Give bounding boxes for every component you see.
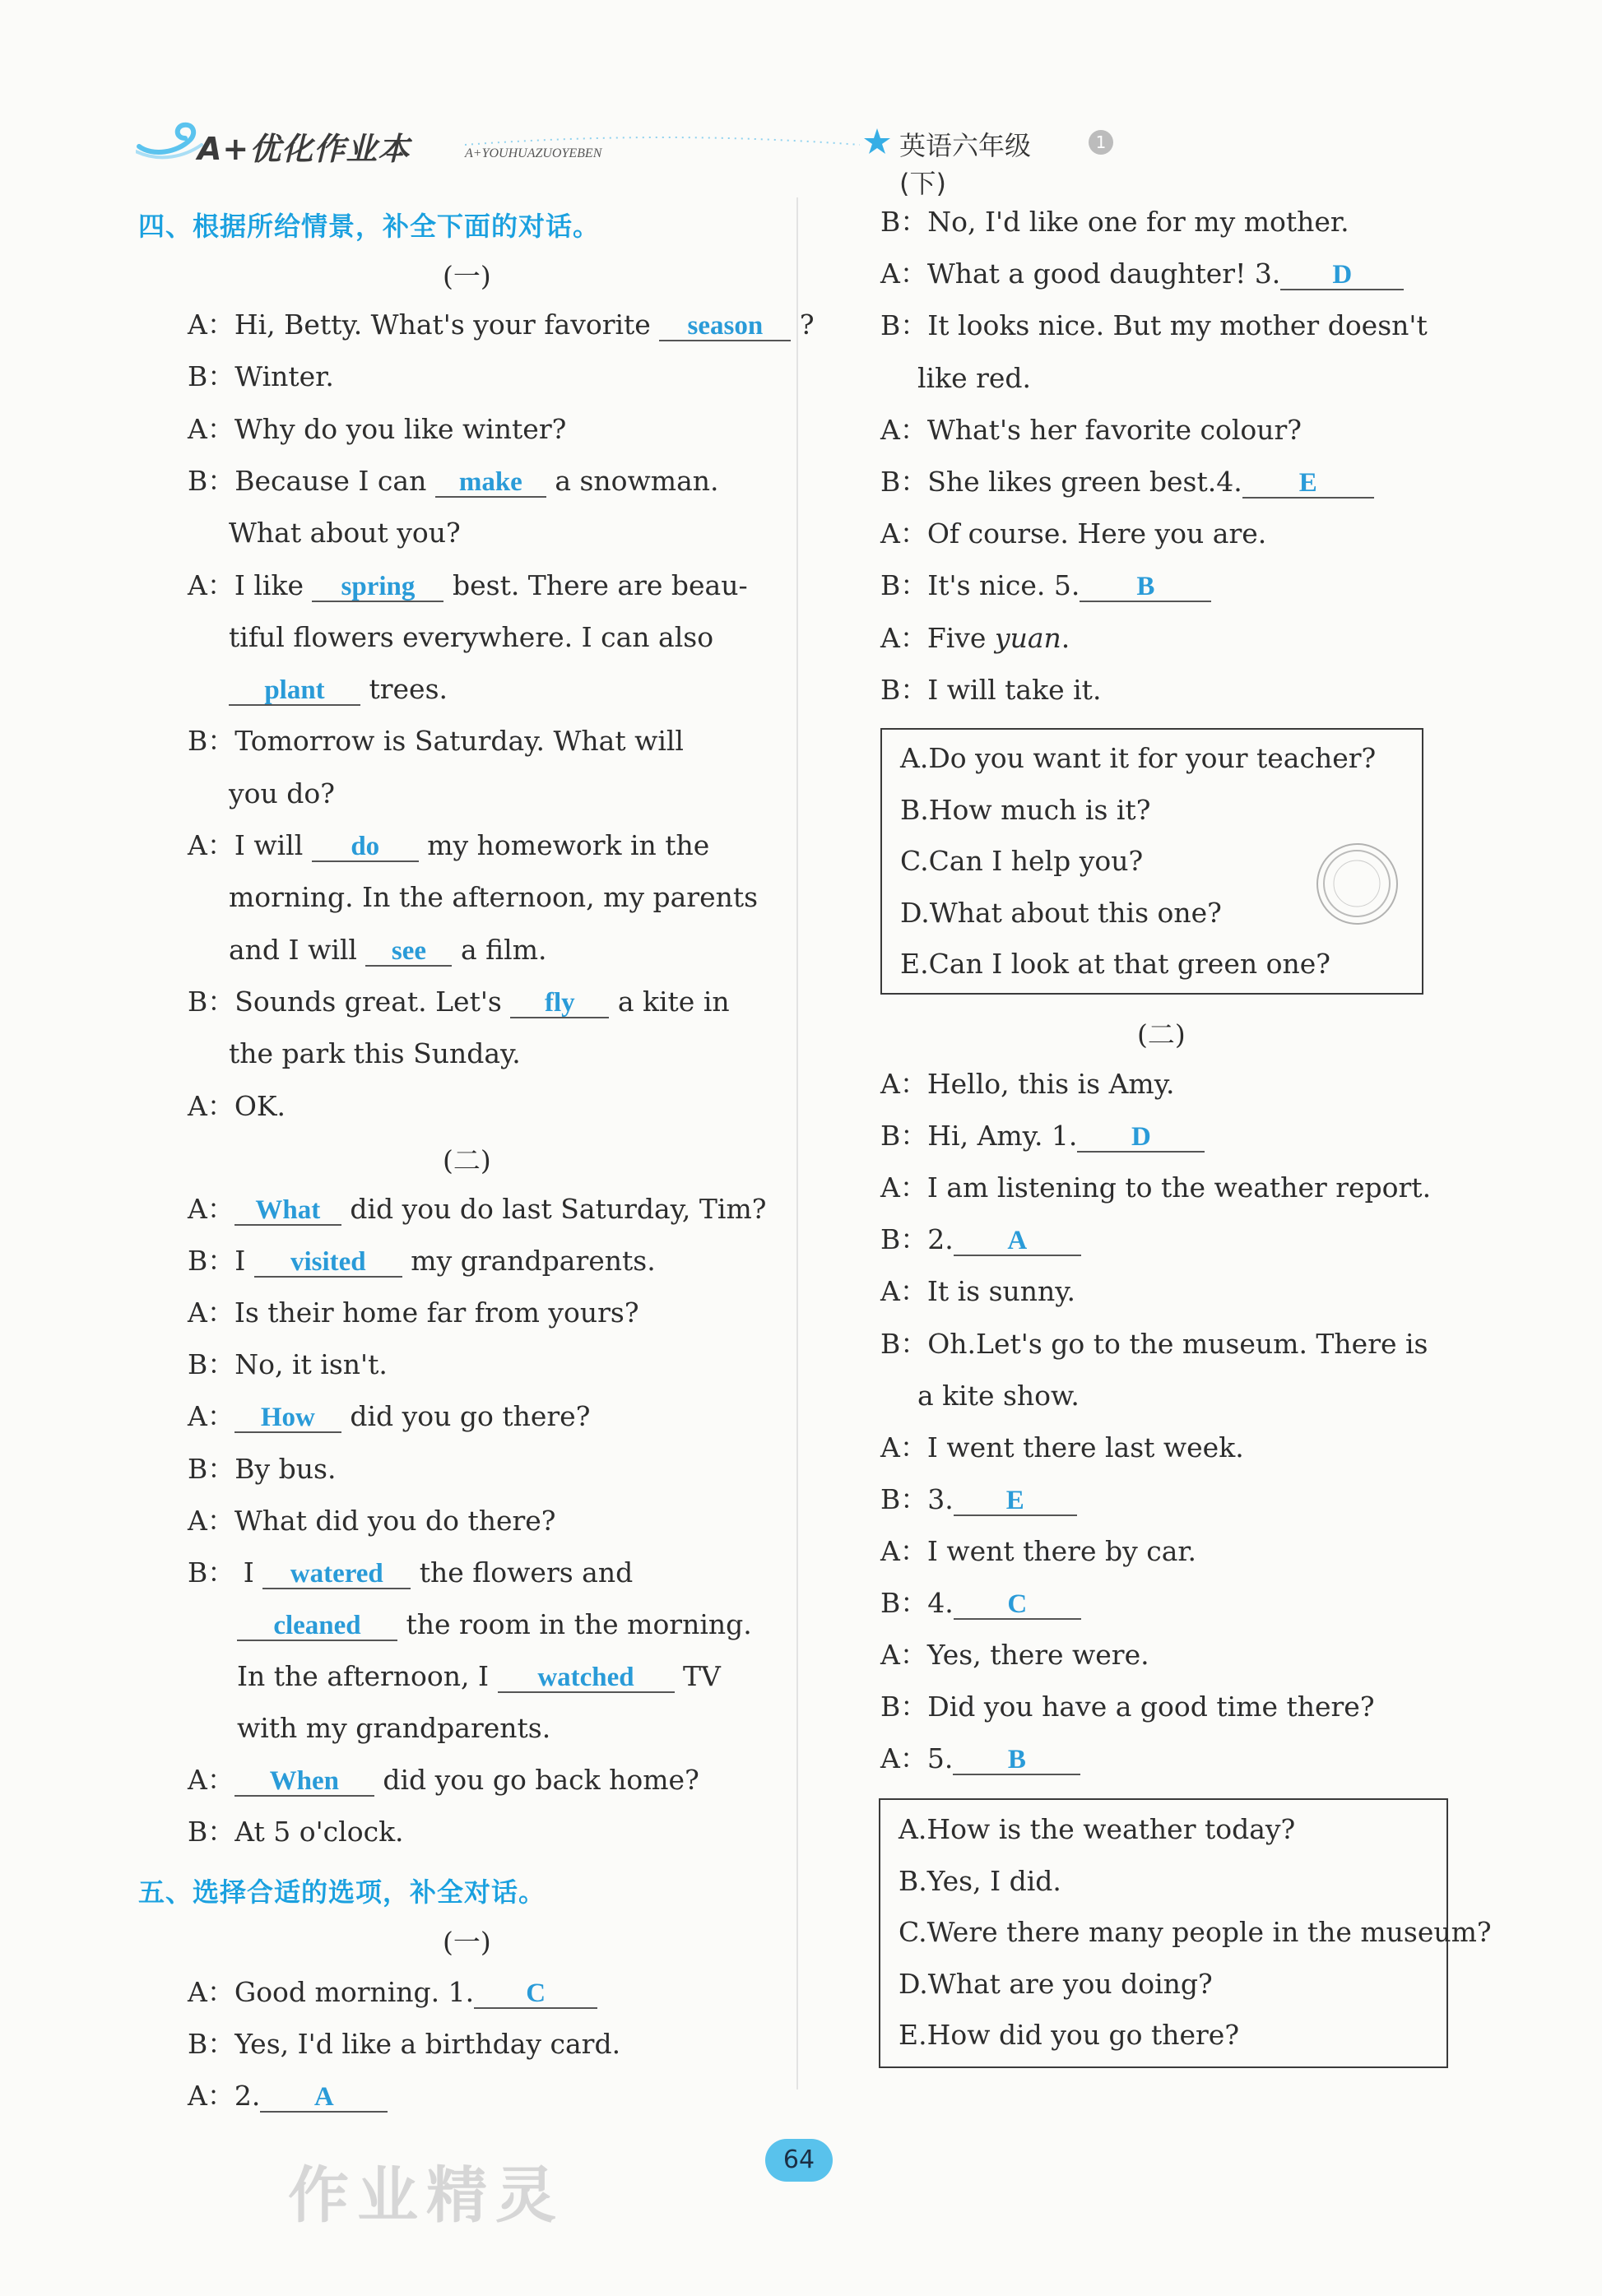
dialogue-text: with my grandparents. [237, 1712, 551, 1744]
dialogue-text: A：OK. [188, 1089, 286, 1122]
dialogue-text: A：It is sunny. [880, 1275, 1076, 1308]
page-header [136, 115, 1107, 199]
answer-blank[interactable]: fly [510, 989, 609, 1018]
dialogue-text: What about you? [229, 517, 461, 550]
dialogue-text: B：She likes green best.4. [880, 466, 1242, 498]
dialogue-text: B：Tomorrow is Saturday. What will [188, 725, 684, 758]
column-divider [796, 197, 798, 2090]
dialogue-line [188, 1296, 639, 1329]
section-title-5: 五、选择合适的选项，补全对话。 [138, 1876, 546, 1908]
dialogue-text: A：What a good daughter! 3. [880, 257, 1281, 290]
dialogue-line [237, 1608, 752, 1641]
dialogue-line [880, 1742, 1080, 1775]
dialogue-text: B：It's nice. 5. [880, 569, 1080, 602]
dialogue-line [917, 362, 1031, 395]
dialogue-line [188, 1976, 597, 2009]
dialogue-line [880, 257, 1404, 290]
dialogue-text: B：Hi, Amy. 1. [880, 1120, 1078, 1153]
dialogue-text: A：Of course. Here you are. [880, 517, 1267, 550]
dialogue-text: like red. [917, 361, 1032, 394]
dialogue-text: trees. [360, 673, 448, 706]
volume-badge: 1 [1089, 130, 1113, 155]
dialogue-text: B：No, it isn't. [188, 1348, 388, 1381]
dialogue-line [237, 1712, 550, 1745]
dialogue-text: B：Yes, I'd like a birthday card. [188, 2028, 621, 2060]
dialogue-line [229, 881, 758, 914]
dialogue-line [880, 1639, 1149, 1672]
dialogue-line [880, 1328, 1428, 1361]
dialogue-text: A：Hi, Betty. What's your favorite [188, 308, 660, 341]
dialogue-line [880, 622, 1070, 655]
seal-stamp-icon [1316, 843, 1398, 925]
dialogue-line [880, 1431, 1244, 1464]
dialogue-text: A：5. [880, 1742, 954, 1775]
dialogue-text: B： I [188, 1556, 263, 1589]
option-item: C.Can I help you? [900, 845, 1144, 877]
dialogue-text: B：No, I'd like one for my mother. [880, 206, 1349, 238]
dialogue-line [188, 413, 566, 446]
dialogue-line [880, 206, 1349, 239]
subsection-heading: (二) [1137, 1018, 1186, 1051]
dialogue-text: A： [188, 1400, 234, 1433]
dialogue-text: A：What's her favorite colour? [880, 413, 1302, 446]
dialogue-line [229, 1037, 521, 1070]
answer-blank[interactable]: C [474, 1979, 597, 2009]
dialogue-text: A：I like [188, 568, 313, 601]
dialogue-line [188, 1556, 633, 1589]
option-item: D.What are you doing? [899, 1967, 1213, 2000]
dialogue-text: did you go there? [341, 1400, 591, 1433]
section-title-4: 四、根据所给情景，补全下面的对话。 [138, 211, 601, 242]
currency-word: yuan [994, 621, 1061, 654]
dialogue-line [917, 1380, 1080, 1412]
option-item: B.Yes, I did. [899, 1864, 1061, 1897]
watermark: 作业精灵 [288, 2160, 564, 2231]
answer-blank[interactable]: plant [229, 676, 360, 706]
dialogue-text: A：What did you do there? [188, 1504, 556, 1537]
answer-blank[interactable]: D [1077, 1123, 1205, 1153]
dialogue-text: B：Because I can [188, 464, 435, 497]
dialogue-line [880, 569, 1211, 602]
dialogue-line [188, 725, 684, 758]
dialogue-text: B：4. [880, 1587, 954, 1619]
answer-blank[interactable]: D [1280, 261, 1404, 290]
dialogue-text: A：I am listening to the weather report. [880, 1171, 1432, 1204]
dialogue-text: B：3. [880, 1482, 954, 1515]
dialogue-text: the flowers and [411, 1556, 634, 1589]
dialogue-line [880, 1483, 1077, 1516]
subject-grade-label: 英语六年级(下) [899, 130, 1032, 199]
dialogue-line [229, 673, 448, 706]
dialogue-text: A： [188, 1193, 234, 1225]
dialogue-text: a snowman. [546, 464, 719, 497]
dialogue-text: B：At 5 o'clock. [188, 1816, 404, 1848]
page-number: 64 [765, 2139, 833, 2182]
dialogue-line [188, 1816, 404, 1848]
option-item: B.How much is it? [900, 793, 1151, 826]
dialogue-text: a film. [452, 933, 547, 966]
answer-blank[interactable]: A [260, 2083, 388, 2113]
dialogue-text: TV [674, 1659, 721, 1692]
dialogue-line [188, 986, 730, 1018]
option-item: E.How did you go there? [899, 2019, 1240, 2051]
dialogue-text: B：2. [880, 1223, 954, 1256]
answer-blank[interactable]: do [312, 833, 419, 862]
dialogue-text: B：Sounds great. Let's [188, 985, 511, 1018]
dialogue-text: B：Did you have a good time there? [880, 1691, 1375, 1723]
dialogue-line [188, 1348, 388, 1381]
dialogue-text: did you do last Saturday, Tim? [341, 1193, 767, 1225]
dialogue-line [188, 569, 748, 602]
dialogue-line [188, 829, 709, 862]
dialogue-line [188, 1193, 766, 1226]
dialogue-text: my grandparents. [402, 1245, 656, 1278]
options-box [879, 1798, 1492, 2068]
dialogue-line [188, 1453, 336, 1486]
dialogue-line [188, 465, 719, 498]
dialogue-line [880, 674, 1101, 707]
answer-blank[interactable]: A [954, 1227, 1081, 1256]
dialogue-text: A：I went there by car. [880, 1534, 1197, 1567]
star-icon [862, 127, 892, 156]
subsection-heading: (二) [443, 1144, 491, 1176]
answer-blank[interactable]: make [435, 468, 546, 498]
dialogue-text: B：I will take it. [880, 673, 1102, 706]
dialogue-text: A：Hello, this is Amy. [880, 1068, 1175, 1100]
option-item: E.Can I look at that green one? [900, 948, 1330, 980]
dialogue-line [229, 621, 713, 654]
dialogue-text: B：By bus. [188, 1452, 337, 1485]
dialogue-text: B：I [188, 1245, 254, 1278]
answer-blank[interactable]: watched [498, 1663, 675, 1693]
answer-blank[interactable]: visited [254, 1248, 402, 1278]
dialogue-text: my homework in the [418, 829, 710, 861]
option-item: D.What about this one? [900, 896, 1222, 929]
answer-blank[interactable]: see [365, 937, 452, 967]
dialogue-text: morning. In the afternoon, my parents [229, 881, 759, 914]
dialogue-text: and I will [229, 933, 366, 966]
dialogue-line [188, 1400, 590, 1433]
brand-title: A+优化作业本 [197, 131, 411, 167]
dialogue-text: A：I went there last week. [880, 1431, 1244, 1463]
dialogue-text: you do? [229, 777, 335, 809]
dialogue-line [188, 1245, 656, 1278]
dialogue-text: A：Good morning. 1. [188, 1976, 475, 2008]
dialogue-line [880, 1068, 1174, 1101]
dialogue-line [229, 934, 546, 967]
dialogue-text: A：Five yuan. [880, 621, 1070, 654]
dialogue-line [880, 1275, 1075, 1308]
dialogue-line [880, 1691, 1375, 1723]
answer-blank[interactable]: C [954, 1590, 1081, 1620]
dialogue-line [880, 1587, 1081, 1620]
dialogue-line [188, 360, 334, 393]
dialogue-text: A：Why do you like winter? [188, 412, 567, 445]
answer-blank[interactable]: B [953, 1746, 1080, 1775]
option-item: A.Do you want it for your teacher? [900, 742, 1377, 774]
dialogue-text: ? [791, 308, 815, 341]
dialogue-line [880, 1171, 1431, 1204]
dialogue-text: the park this Sunday. [229, 1037, 521, 1070]
dialogue-text: B：Oh.Let's go to the museum. There is [880, 1327, 1428, 1360]
dialogue-line [229, 777, 335, 810]
dialogue-line [188, 1764, 699, 1797]
dialogue-line [880, 1223, 1081, 1256]
dialogue-text: A：Yes, there were. [880, 1639, 1149, 1672]
option-item: C.Were there many people in the museum? [899, 1916, 1492, 1948]
dialogue-line [880, 414, 1302, 447]
dialogue-line [880, 466, 1374, 499]
dialogue-line [188, 1505, 556, 1538]
dialogue-text: B：It looks nice. But my mother doesn't [880, 309, 1428, 342]
dialogue-text: did you go back home? [374, 1764, 699, 1797]
dialogue-text: tiful flowers everywhere. I can also [229, 620, 714, 653]
dialogue-line [188, 1090, 286, 1123]
dialogue-text: A：Is their home far from yours? [188, 1296, 639, 1329]
dialogue-line [188, 308, 815, 341]
subsection-heading: (一) [443, 260, 491, 292]
dialogue-line [880, 1535, 1196, 1568]
dialogue-text: B：Winter. [188, 360, 334, 393]
answer-blank[interactable]: E [954, 1487, 1077, 1516]
brand-subtitle: A+YOUHUAZUOYEBEN [465, 146, 602, 160]
answer-blank[interactable]: season [659, 312, 791, 341]
dialogue-line [237, 1660, 721, 1693]
option-item: A.How is the weather today? [899, 1813, 1296, 1845]
answer-blank[interactable]: watered [262, 1560, 411, 1589]
dialogue-line [229, 517, 461, 550]
answer-blank[interactable]: What [234, 1196, 341, 1226]
subsection-heading: (一) [443, 1926, 491, 1958]
dialogue-line [880, 309, 1428, 342]
dialogue-text: the room in the morning. [397, 1607, 752, 1640]
dialogue-text: A：2. [188, 2080, 261, 2112]
answer-blank[interactable]: E [1242, 469, 1374, 499]
dialogue-text: best. There are beau- [443, 568, 748, 601]
dialogue-line [880, 1120, 1205, 1153]
dialogue-text: A：I will [188, 829, 312, 861]
answer-blank[interactable]: How [234, 1403, 341, 1433]
answer-blank[interactable]: cleaned [237, 1612, 397, 1641]
dialogue-text: a kite in [609, 985, 730, 1018]
dialogue-line [880, 517, 1266, 550]
answer-blank[interactable]: spring [312, 573, 443, 602]
dialogue-text: In the afternoon, I [237, 1659, 498, 1692]
dialogue-line [188, 2028, 620, 2061]
dialogue-line [188, 2080, 388, 2113]
dialogue-text: A： [188, 1764, 234, 1797]
dialogue-text: a kite show. [917, 1379, 1080, 1412]
answer-blank[interactable]: When [234, 1767, 374, 1797]
answer-blank[interactable]: B [1080, 573, 1211, 602]
